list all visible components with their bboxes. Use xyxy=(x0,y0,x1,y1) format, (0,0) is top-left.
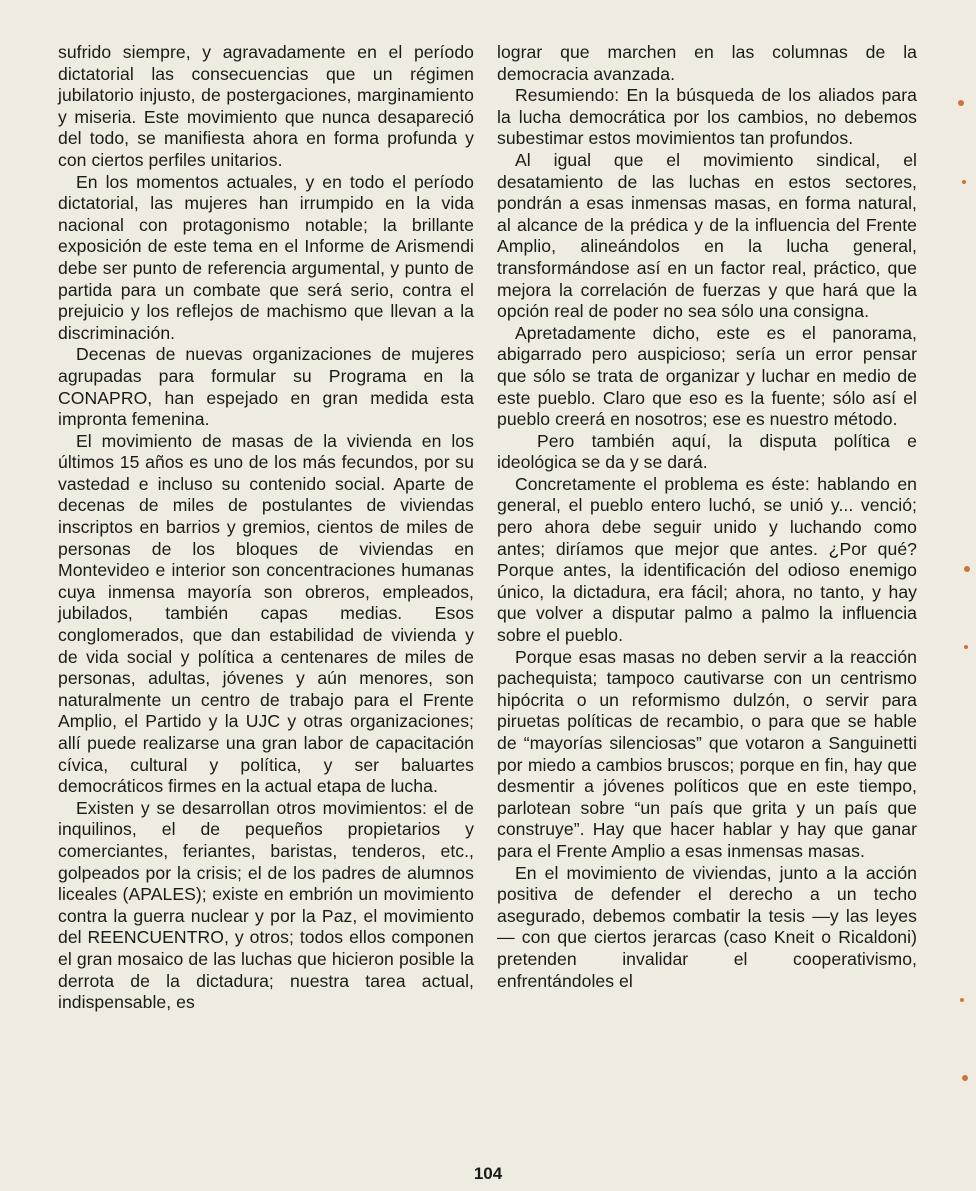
paragraph: Pero también aquí, la disputa política e ideológica se da y se dará. xyxy=(497,430,917,473)
paragraph: lograr que marchen en las columnas de la democracia avanzada. xyxy=(497,42,917,84)
paragraph: Decenas de nuevas organizaciones de mujeres agrupadas para formular su Programa en la CONAPRO, han espejado en gran medida esta impronta femenina. xyxy=(58,344,474,430)
paragraph: Concretamente el problema es éste: hablando en general, el pueblo entero luchó, se unió y... venció; pero ahora debe seguir unido y luchando como antes; diríamos que mejor que antes. ¿Por qué? Porque antes, la identificación del odioso enemigo único, la dictadura, era fácil; ahora, no tanto, y hay que volver a disputar palmo a palmo la influencia sobre el pueblo. xyxy=(497,473,917,646)
paragraph: Existen y se desarrollan otros movimientos: el de inquilinos, el de pequeños propietarios y comerciantes, feriantes, baristas, tenderos, etc., golpeados por la crisis; el de los padres de alumnos liceales (APALES); existe en embrión un movimiento contra la guerra nuclear y por la Paz, el movimiento del REENCUENTRO, y otros; todos ellos componen el gran mosaico de las luchas que hicieron posible la derrota de la dictadura; nuestra tarea actual, indispensable, es xyxy=(58,797,474,1013)
paper-speck xyxy=(960,998,964,1002)
paragraph: sufrido siempre, y agravadamente en el período dictatorial las consecuencias que un régimen jubilatorio injusto, de postergaciones, marginamiento y miseria. Este movimiento que nunca desapareció del todo, se manifiesta ahora en forma profunda y con ciertos perfiles unitarios. xyxy=(58,42,474,170)
paragraph: Al igual que el movimiento sindical, el desatamiento de las luchas en estos sectores, pondrán a esas inmensas masas, en forma natural, al alcance de la prédica y de la influencia del Frente Amplio, alineándolos en la lucha general, transformándose así en un factor real, práctico, que mejora la correlación de fuerzas y que hará que la opción real de poder no sea sólo una consigna. xyxy=(497,149,917,322)
paragraph: El movimiento de masas de la vivienda en los últimos 15 años es uno de los más fecundos, por su vastedad e incluso su contenido social. Aparte de decenas de miles de postulantes de viviendas inscriptos en barrios y gremios, cientos de miles de personas de los bloques de viviendas en Montevideo e interior son concentraciones humanas cuya inmensa mayoría son obreros, empleados, jubilados, también capas medias. Esos conglomerados, que dan estabilidad de vivienda y de vida social y política a centenares de miles de personas, adultas, jóvenes y aún menores, son naturalmente un centro de trabajo para el Frente Amplio, el Partido y la UJC y otras organizaciones; allí puede realizarse una gran labor de capacitación cívica, cultural y política, y ser baluartes democráticos firmes en la actual etapa de lucha. xyxy=(58,430,474,797)
paragraph: En el movimiento de viviendas, junto a la acción positiva de defender el derecho a un techo asegurado, debemos combatir la tesis —y las leyes— con que ciertos jerarcas (caso Kneit o Ricaldoni) pretenden invalidar el cooperativismo, enfrentándoles el xyxy=(497,862,917,991)
paper-speck xyxy=(964,566,970,572)
paragraph: Apretadamente dicho, este es el panorama, abigarrado pero auspicioso; sería un error pensar que sólo se trata de organizar y luchar en medio de este pueblo. Claro que eso es la fuente; sólo así el pueblo creerá en nosotros; ese es nuestro método. xyxy=(497,322,917,430)
paragraph: En los momentos actuales, y en todo el período dictatorial, las mujeres han irrumpido en la vida nacional con protagonismo notable; la brillante exposición de este tema en el Informe de Arismendi debe ser punto de referencia argumental, y punto de partida para un combate que será serio, contra el prejuicio y los reflejos de machismo que llevan a la discriminación. xyxy=(58,171,474,343)
paragraph: Porque esas masas no deben servir a la reacción pachequista; tampoco cautivarse con un centrismo hipócrita o un reformismo dulzón, o servir para piruetas políticas de recambio, o para que se hable de “mayorías silenciosas” que votaron a Sanguinetti por miedo a cambios bruscos; porque en fin, hay que desmentir a jóvenes políticos que en este tiempo, parlotean sobre “un país que grita y un país que construye”. Hay que hacer hablar y hay que ganar para el Frente Amplio a esas inmensas masas. xyxy=(497,646,917,861)
paper-speck xyxy=(958,100,964,106)
paper-speck xyxy=(964,645,968,649)
paper-speck xyxy=(962,1075,968,1081)
paper-speck xyxy=(962,180,966,184)
right-column xyxy=(497,42,917,992)
paragraph: Resumiendo: En la búsqueda de los aliados para la lucha democrática por los cambios, no debemos subestimar estos movimientos tan profundos. xyxy=(497,85,917,149)
left-column xyxy=(58,42,474,1014)
page-number: 104 xyxy=(473,1164,503,1183)
